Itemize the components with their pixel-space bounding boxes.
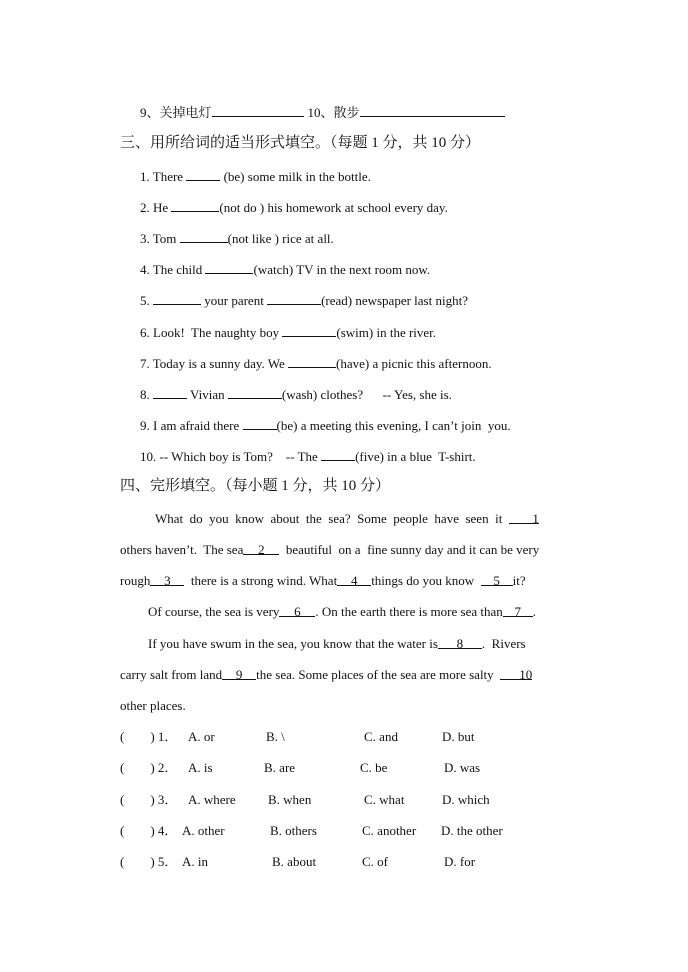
- option-a: A. other: [182, 823, 225, 838]
- item-text: 5.: [140, 293, 153, 308]
- blank: [186, 168, 220, 181]
- item-text: 6. Look! The naughty boy: [140, 325, 283, 340]
- blank-number: 1: [509, 511, 539, 524]
- s3-item-1: [140, 168, 371, 185]
- vocab-line: [140, 104, 505, 121]
- passage-text: other places.: [120, 698, 186, 713]
- blank-number: 8: [438, 636, 482, 649]
- option-a: A. in: [182, 854, 208, 869]
- option-b: B. others: [270, 823, 317, 838]
- passage-text: beautiful on a fine sunny day and it can be very: [279, 542, 540, 557]
- option-c: C. another: [362, 823, 417, 838]
- passage-text: the sea. Some places of the sea are more salty: [256, 667, 501, 682]
- blank: [288, 355, 336, 368]
- option-d: D. for: [444, 854, 476, 869]
- blank: [153, 292, 201, 305]
- passage-text: others haven’t. The sea: [120, 542, 244, 557]
- blank: [282, 324, 336, 337]
- item-text: (swim) in the river.: [336, 325, 437, 340]
- blank: [243, 417, 277, 430]
- passage-text: What do you know about the sea? Some people have seen it: [155, 511, 509, 526]
- item-text: (have) a picnic this afternoon.: [336, 356, 492, 371]
- passage-text: it?: [512, 573, 526, 588]
- item-text: 8.: [140, 387, 153, 402]
- item-text: 4. The child: [140, 262, 206, 277]
- item-text: (not like ) rice at all.: [227, 231, 334, 246]
- passage-text: Of course, the sea is very: [148, 604, 280, 619]
- blank: [212, 104, 304, 117]
- option-c: C. of: [362, 854, 388, 869]
- passage-line-1: [155, 511, 539, 527]
- item-text: (not do ) his homework at school every day.: [219, 200, 448, 215]
- option-c: C. and: [364, 729, 398, 744]
- blank-number: 3: [150, 573, 184, 586]
- blank: [228, 386, 282, 399]
- s3-item-3: [140, 230, 334, 247]
- option-d: D. was: [444, 760, 481, 775]
- item-text: 9. I am afraid there: [140, 418, 243, 433]
- item-text: 1. There: [140, 169, 187, 184]
- passage-line-3: [120, 573, 526, 589]
- blank: [171, 199, 219, 212]
- item-text: 10. -- Which boy is Tom? -- The: [140, 449, 322, 464]
- blank: [205, 261, 253, 274]
- s3-item-6: [140, 324, 436, 341]
- item-text: 3. Tom: [140, 231, 180, 246]
- item-text: (watch) TV in the next room now.: [253, 262, 431, 277]
- item-text: Vivian: [187, 387, 228, 402]
- blank-number: 5: [481, 573, 513, 586]
- blank-number: 4: [337, 573, 371, 586]
- passage-text: . On the earth there is more sea than: [315, 604, 503, 619]
- section-4-title: 四、完形填空。（每小题 1 分，共 10 分）: [120, 478, 391, 494]
- item-text: (five) in a blue T-shirt.: [355, 449, 476, 464]
- question-number: ( ) 5．: [120, 854, 178, 869]
- blank-number: 2: [243, 542, 279, 555]
- s3-item-8: [140, 386, 452, 403]
- item-text: 2. He: [140, 200, 172, 215]
- option-a: A. or: [188, 729, 215, 744]
- s3-item-7: [140, 355, 492, 372]
- item-text: your parent: [201, 293, 268, 308]
- passage-line-5: [148, 636, 526, 652]
- blank: [267, 292, 321, 305]
- option-d: D. but: [442, 729, 475, 744]
- blank-number: 10: [500, 667, 532, 680]
- passage-line-6: [120, 667, 532, 683]
- passage-line-4: [148, 604, 536, 620]
- s3-item-2: [140, 199, 448, 216]
- option-d: D. the other: [441, 823, 503, 838]
- passage-text: carry salt from land: [120, 667, 223, 682]
- option-c: C. be: [360, 760, 388, 775]
- item-text: (be) some milk in the bottle.: [220, 169, 371, 184]
- section-3-title: 三、用所给词的适当形式填空。（每题 1 分，共 10 分）: [120, 135, 481, 151]
- blank-number: 7: [503, 604, 533, 617]
- s3-item-9: [140, 417, 511, 434]
- question-number: ( ) 3．: [120, 792, 178, 807]
- s3-item-10: [140, 448, 476, 465]
- passage-line-2: [120, 542, 539, 558]
- option-c: C. what: [364, 792, 405, 807]
- passage-text: there is a strong wind. What: [184, 573, 338, 588]
- item-text: (read) newspaper last night?: [321, 293, 468, 308]
- option-b: B. when: [268, 792, 312, 807]
- blank: [321, 448, 355, 461]
- s3-item-4: [140, 261, 430, 278]
- blank-number: 9: [222, 667, 256, 680]
- item-text: (wash) clothes? -- Yes, she is.: [281, 387, 452, 402]
- option-b: B. are: [264, 760, 296, 775]
- question-number: ( ) 1．: [120, 729, 178, 744]
- item-9-text: 9、关掉电灯: [140, 105, 212, 120]
- passage-text: things do you know: [371, 573, 481, 588]
- passage-text: If you have swum in the sea, you know that the water is: [148, 636, 438, 651]
- passage-text: . Rivers: [481, 636, 526, 651]
- item-text: 7. Today is a sunny day. We: [140, 356, 289, 371]
- option-a: A. is: [188, 760, 213, 775]
- passage-text: rough: [120, 573, 151, 588]
- option-b: B. \: [266, 729, 285, 744]
- passage-line-7: [120, 698, 186, 714]
- item-10-text: 10、散步: [307, 105, 360, 120]
- option-a: A. where: [188, 792, 236, 807]
- item-text: (be) a meeting this evening, I can’t join you.: [276, 418, 511, 433]
- option-d: D. which: [442, 792, 490, 807]
- s3-item-5: [140, 292, 468, 309]
- question-number: ( ) 4．: [120, 823, 178, 838]
- blank: [153, 386, 187, 399]
- passage-text: .: [532, 604, 537, 619]
- option-b: B. about: [272, 854, 317, 869]
- blank: [360, 104, 505, 117]
- blank: [180, 230, 228, 243]
- question-number: ( ) 2．: [120, 760, 178, 775]
- blank-number: 6: [279, 604, 315, 617]
